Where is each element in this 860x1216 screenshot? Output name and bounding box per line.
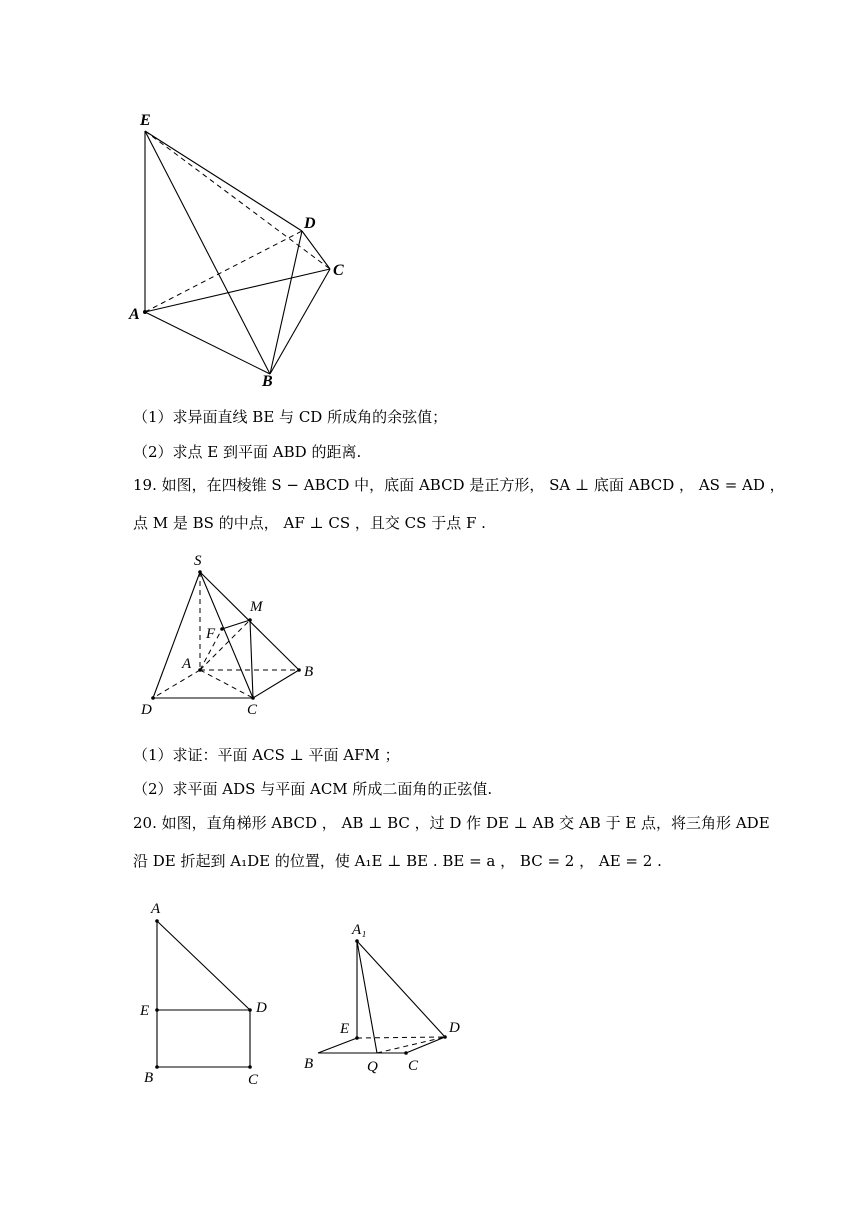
figure4-label-c: C: [408, 1058, 419, 1074]
figure2-label-c: C: [247, 702, 258, 718]
problem20-stem-line1: 20. 如图，直角梯形 ABCD ， AB ⊥ BC ，过 D 作 DE ⊥ AB 交 AB 于 E 点，将三角形 ADE: [133, 814, 770, 832]
problem18-question-1: （1）求异面直线 BE 与 CD 所成角的余弦值；: [133, 408, 448, 426]
figure4-label-e: E: [340, 1021, 350, 1037]
figure3-label-a: A: [151, 901, 161, 917]
figure1-label-b: B: [262, 373, 273, 390]
figure3-label-d: D: [256, 1000, 267, 1016]
figure4-hidden-edges: [357, 1037, 445, 1053]
figure4-label-a1: A₁: [352, 922, 367, 938]
figure2-label-b: B: [304, 664, 314, 680]
problem19-question-2: （2）求平面 ADS 与平面 ACM 所成二面角的正弦值.: [133, 780, 493, 798]
problem19-stem-line1: 19. 如图，在四棱锥 S − ABCD 中，底面 ABCD 是正方形， SA ⊥ 底面 ABCD ， AS = AD ，: [133, 476, 785, 494]
figure2-label-f: F: [206, 626, 216, 642]
figure1-label-d: D: [304, 215, 316, 232]
figure1-hidden-edges: [145, 131, 330, 312]
figure-pyramid: [0, 540, 860, 720]
figure3-label-b: B: [144, 1070, 154, 1086]
figure2-label-a: A: [182, 656, 192, 672]
figure-folded-solid: [300, 915, 500, 1085]
figure3-edges: [157, 921, 250, 1067]
figure1-label-c: C: [333, 262, 344, 279]
figure4-solid-edges: [318, 941, 445, 1053]
figure1-label-e: E: [140, 112, 151, 129]
figure4-label-b: B: [304, 1056, 314, 1072]
figure3-label-e: E: [140, 1003, 150, 1019]
figure1-solid-edges: [145, 131, 330, 374]
problem20-stem-line2: 沿 DE 折起到 A₁DE 的位置，使 A₁E ⊥ BE . BE = a ， BC = 2 ， AE = 2 .: [133, 852, 662, 870]
problem19-question-1: （1）求证：平面 ACS ⊥ 平面 AFM ；: [133, 746, 400, 764]
figure2-label-m: M: [250, 599, 263, 615]
figure4-label-d: D: [449, 1020, 460, 1036]
figure1-label-a: A: [129, 306, 140, 323]
problem19-stem-line2: 点 M 是 BS 的中点， AF ⊥ CS ，且交 CS 于点 F .: [133, 514, 486, 532]
figure-tetrahedron: [0, 0, 860, 400]
figure2-label-s: S: [194, 553, 202, 569]
figure3-label-c: C: [248, 1072, 259, 1088]
problem18-question-2: （2）求点 E 到平面 ABD 的距离.: [133, 443, 362, 461]
figure2-solid-edges: [153, 572, 299, 698]
figure2-label-d: D: [141, 702, 152, 718]
figure-trapezoid: [0, 895, 300, 1095]
figure4-label-q: Q: [367, 1059, 378, 1075]
